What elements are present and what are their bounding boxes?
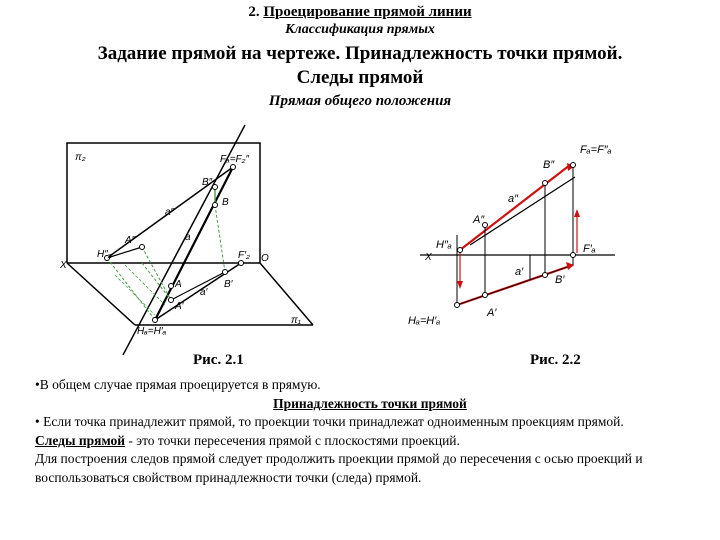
label-o: O xyxy=(261,253,269,264)
subtitle: Классификация прямых xyxy=(285,22,435,37)
point-b1 xyxy=(543,273,548,278)
point-b2 xyxy=(543,181,548,186)
paragraph-construction: Для построения следов прямой следует продолжить проекции прямой до пересечения с осью проекций и воспользоваться свойством принадлежности точки (следа) прямой. xyxy=(35,451,643,485)
subsection-title: Прямая общего положения xyxy=(268,93,452,109)
membership-heading-text: Принадлежность точки прямой xyxy=(273,395,467,411)
point-b xyxy=(213,203,218,208)
point-f2 xyxy=(239,261,244,266)
traces-term: Следы прямой xyxy=(35,432,126,448)
traces-definition: - это точки пересечения прямой с плоскостями проекций. xyxy=(125,432,460,448)
line-a2-red xyxy=(460,165,570,250)
label-a-pt2: A″ xyxy=(473,214,485,226)
line-a2-lower xyxy=(470,177,575,245)
point-a2 xyxy=(140,245,145,250)
label-a-pt1: A′ xyxy=(487,307,497,319)
label-fa-f2: Fₐ=F₂″ xyxy=(220,154,249,165)
label-b2: B″ xyxy=(543,159,555,171)
point-a xyxy=(169,284,174,289)
point-a1 xyxy=(483,293,488,298)
label-ha-h1: Hₐ=H′ₐ xyxy=(408,315,441,327)
point-fa xyxy=(571,163,576,168)
label-h2: H″₂ xyxy=(97,249,112,260)
point-b2 xyxy=(213,185,218,190)
paragraph-membership: • Если точка принадлежит прямой, то проекции точки принадлежат одноименным проекциям прямой. xyxy=(35,414,624,429)
label-a-pt2: A″ xyxy=(125,235,136,246)
paragraph-general: •В общем случае прямая проецируется в прямую. xyxy=(35,377,321,392)
topic-line-2: Следы прямой xyxy=(296,67,424,88)
projector-h xyxy=(107,258,155,320)
point-fa xyxy=(231,165,236,170)
plane-pi1-right-edge xyxy=(260,263,313,325)
paragraph-traces xyxy=(35,432,705,451)
point-ha xyxy=(455,303,460,308)
section-title xyxy=(0,4,720,21)
plane-pi1-left-edge xyxy=(67,263,135,325)
point-b1 xyxy=(223,270,228,275)
label-a2: a″ xyxy=(508,193,519,205)
label-a-pt1: A′ xyxy=(175,301,184,312)
label-a1: a′ xyxy=(200,287,208,298)
label-a2: a″ xyxy=(165,207,175,218)
hatch-1 xyxy=(115,275,155,315)
projector-b-down xyxy=(215,205,225,272)
figure-2-2-caption: Рис. 2.2 xyxy=(530,352,581,368)
point-a1 xyxy=(169,298,174,303)
line-a xyxy=(155,167,233,320)
section-heading: Проецирование прямой линии xyxy=(263,4,472,20)
label-b: B xyxy=(222,197,229,208)
arrow-f-head xyxy=(574,209,580,217)
point-f1 xyxy=(571,253,576,258)
line-segment-h2-a2 xyxy=(107,247,142,258)
label-pi2: π₂ xyxy=(75,152,86,163)
figure-2-2 xyxy=(405,125,630,340)
projector-a-x xyxy=(142,263,171,300)
label-ha-h1: Hₐ=H′ₐ xyxy=(137,326,167,337)
label-a1: a′ xyxy=(515,266,524,278)
figure-2-1 xyxy=(55,115,335,355)
point-h2 xyxy=(458,248,463,253)
label-x: X xyxy=(60,260,67,271)
label-a: a xyxy=(185,232,191,243)
label-f2: F′₂ xyxy=(238,250,250,261)
label-pi1: π₁ xyxy=(291,315,301,326)
label-x: X xyxy=(425,252,432,263)
label-h2: H″ₐ xyxy=(436,239,452,251)
label-b2: B″ xyxy=(202,177,213,188)
label-b1: B′ xyxy=(224,279,233,290)
label-a-pt: A xyxy=(175,279,182,290)
label-fa-f2: Fₐ=F″ₐ xyxy=(580,144,612,156)
topic-line-1: Задание прямой на чертеже. Принадлежность точки прямой. xyxy=(97,43,623,64)
section-number: 2. xyxy=(248,4,260,20)
figure-2-1-caption: Рис. 2.1 xyxy=(193,352,244,368)
membership-heading xyxy=(35,395,705,414)
label-b1: B′ xyxy=(555,274,565,286)
point-ha xyxy=(153,318,158,323)
body-text xyxy=(35,376,705,487)
arrow-h-head xyxy=(457,281,463,289)
label-f1: F′ₐ xyxy=(583,243,596,255)
